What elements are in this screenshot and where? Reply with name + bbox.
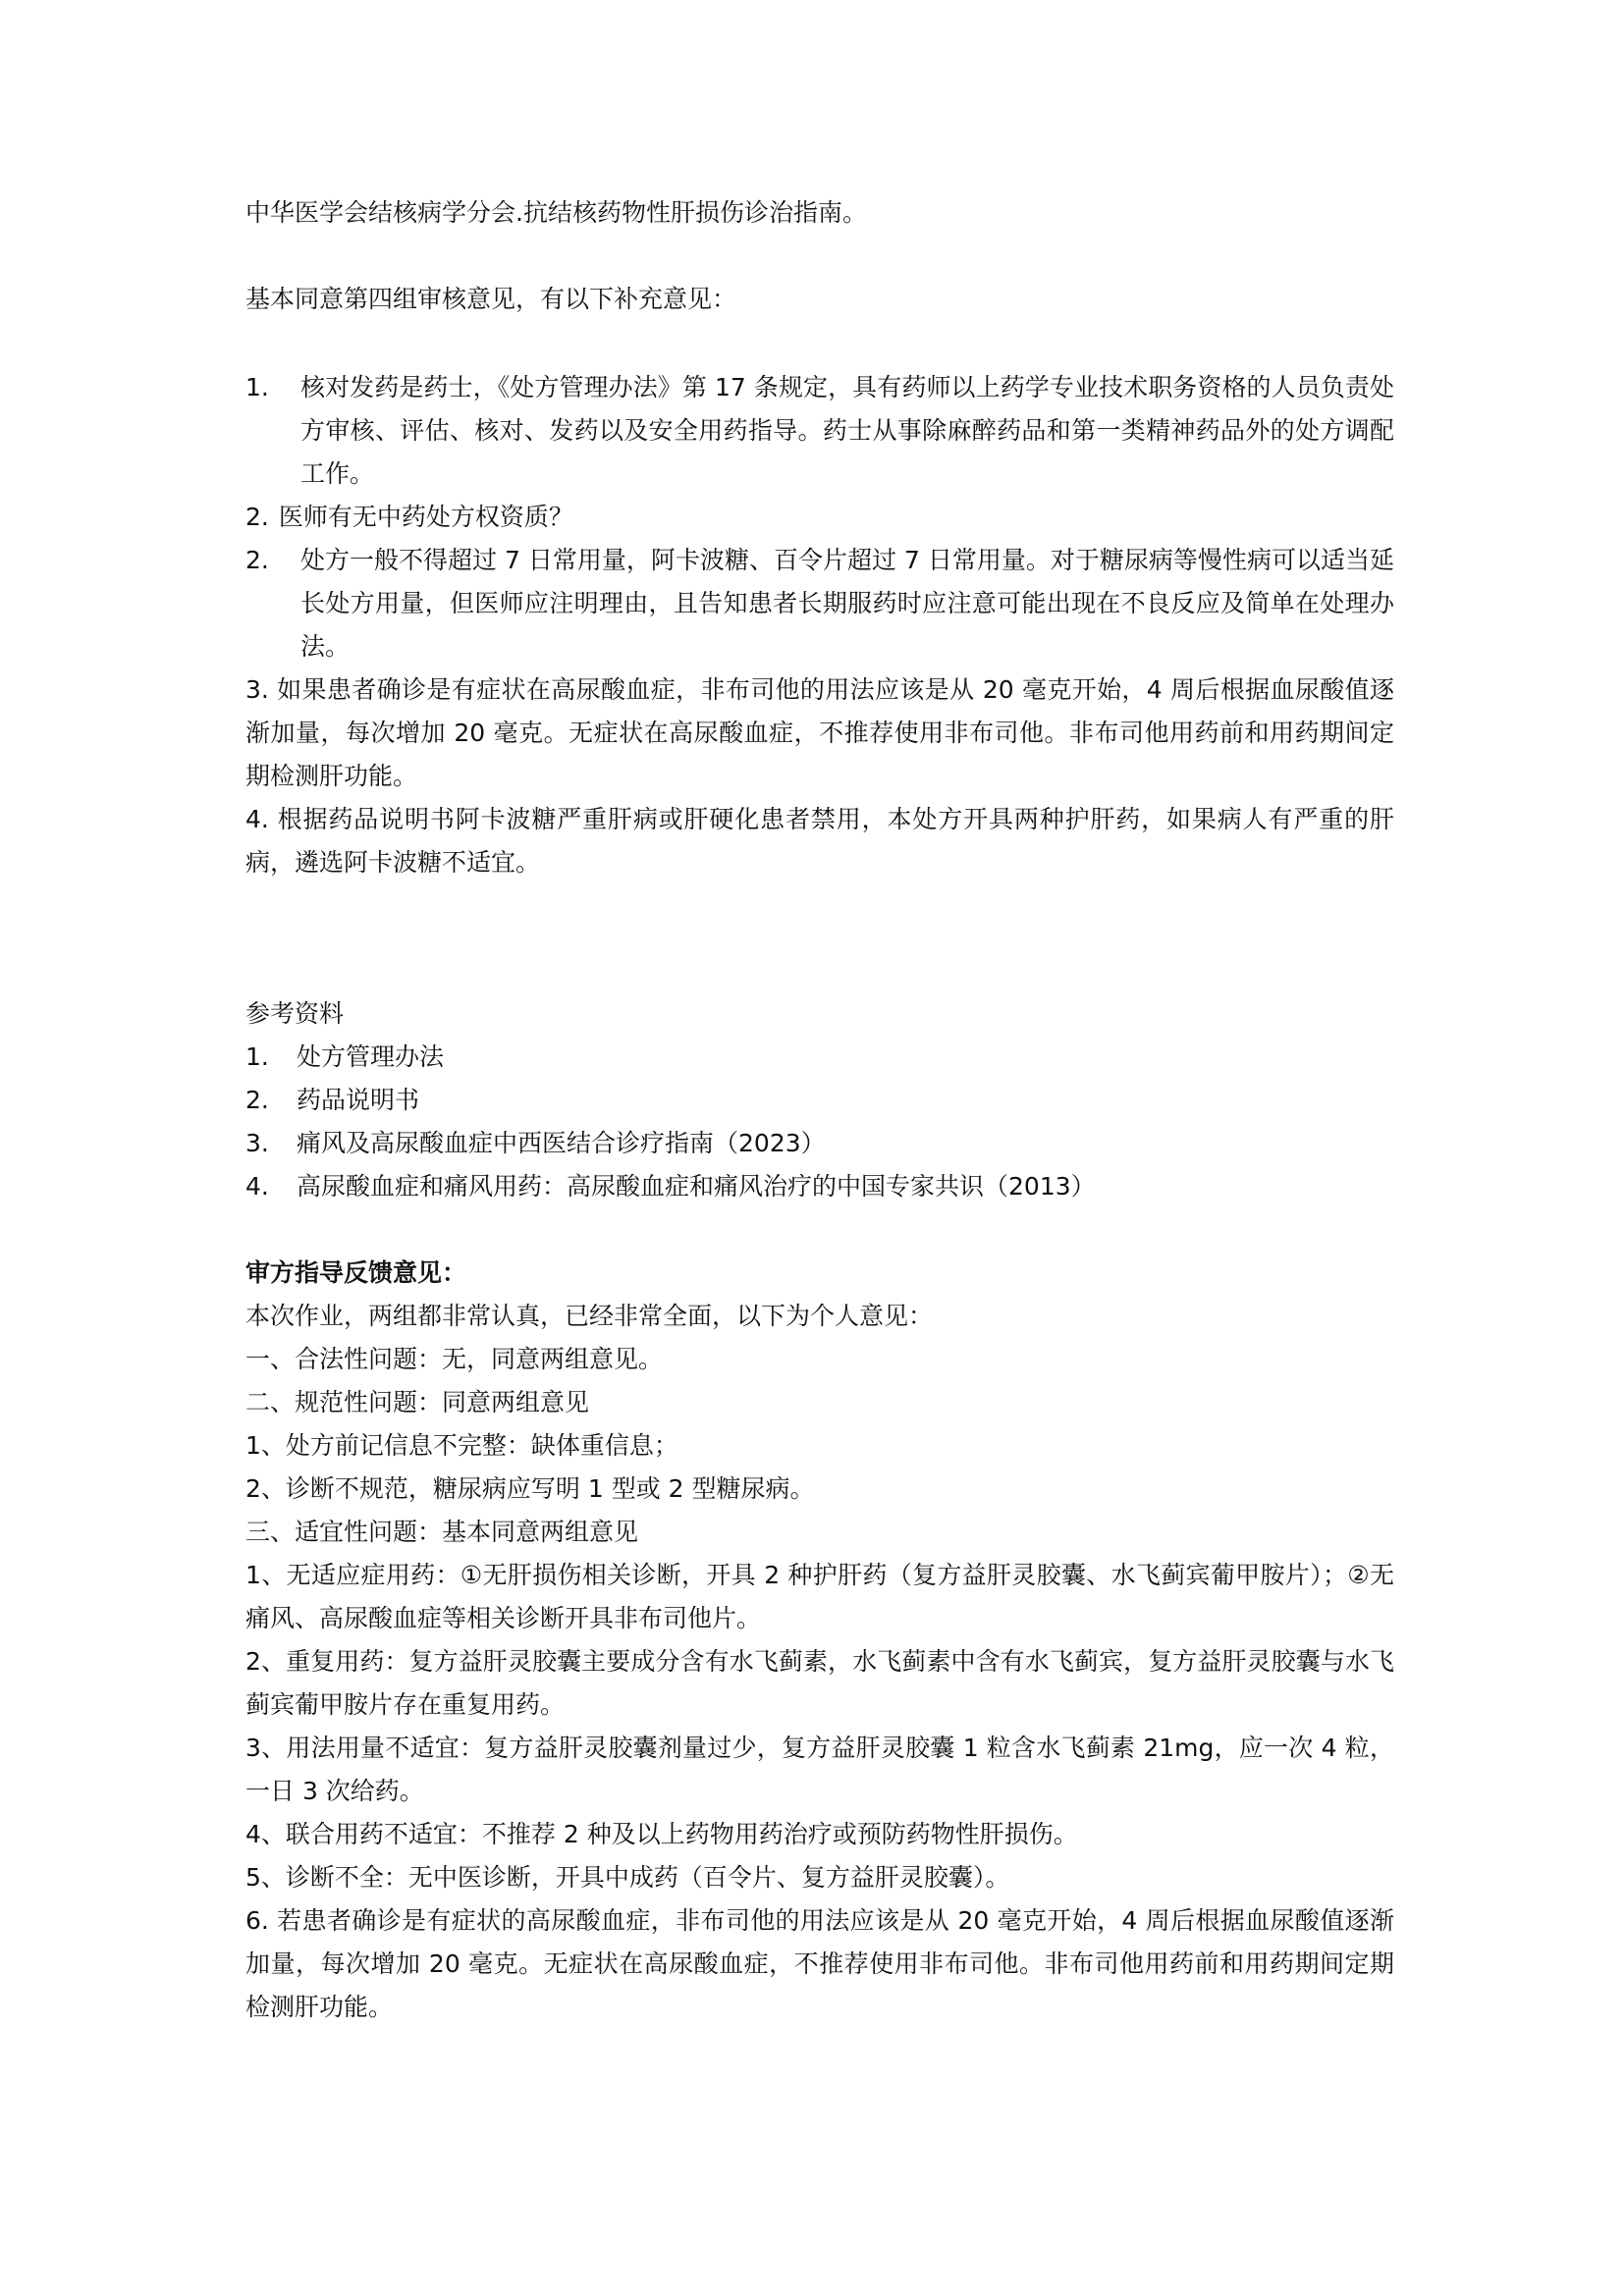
feedback-paragraph: 1、处方前记信息不完整：缺体重信息；: [245, 1431, 678, 1460]
reference-text: 药品说明书: [297, 1086, 420, 1114]
intro-line: 基本同意第四组审核意见，有以下补充意见：: [245, 285, 737, 313]
reference-text: 高尿酸血症和痛风用药：高尿酸血症和痛风治疗的中国专家共识（2013）: [297, 1172, 1096, 1201]
reference-number: 3.: [245, 1129, 269, 1157]
paragraph-item-4: 4. 根据药品说明书阿卡波糖严重肝病或肝硬化患者禁用，本处方开具两种护肝药，如果病人有严重的肝病，遴选阿卡波糖不适宜。: [245, 805, 1394, 877]
item-number: 2.: [245, 546, 269, 574]
reference-text: 痛风及高尿酸血症中西医结合诊疗指南（2023）: [297, 1129, 826, 1157]
feedback-title: 审方指导反馈意见：: [245, 1258, 467, 1287]
reference-number: 2.: [245, 1086, 269, 1114]
item-number: 2.: [245, 503, 269, 531]
numbered-item: [245, 366, 1394, 496]
reference-number: 1.: [245, 1042, 269, 1071]
reference-citation-line: 中华医学会结核病学分会.抗结核药物性肝损伤诊治指南。: [245, 198, 867, 227]
document-body: [245, 191, 1394, 2029]
feedback-paragraph: 2、重复用药：复方益肝灵胶囊主要成分含有水飞蓟素，水飞蓟素中含有水飞蓟宾，复方益肝灵胶囊与水飞蓟宾葡甲胺片存在重复用药。: [245, 1647, 1394, 1719]
feedback-paragraph: 4、联合用药不适宜：不推荐 2 种及以上药物用药治疗或预防药物性肝损伤。: [245, 1820, 1078, 1848]
feedback-paragraph: 5、诊断不全：无中医诊断，开具中成药（百令片、复方益肝灵胶囊）。: [245, 1863, 1010, 1892]
feedback-paragraph: 二、规范性问题：同意两组意见: [245, 1388, 590, 1416]
reference-text: 处方管理办法: [297, 1042, 445, 1071]
reference-item: [245, 1036, 1394, 1079]
item-number: 1.: [245, 373, 269, 401]
paragraph-item-3: 3. 如果患者确诊是有症状在高尿酸血症，非布司他的用法应该是从 20 毫克开始，4 周后根据血尿酸值逐渐加量，每次增加 20 毫克。无症状在高尿酸血症，不推荐使用非布司他。非布司他用药前和用药期间定期检测肝功能。: [245, 675, 1394, 790]
feedback-paragraph: 本次作业，两组都非常认真，已经非常全面，以下为个人意见：: [245, 1302, 934, 1330]
item-text: 核对发药是药士，《处方管理办法》第 17 条规定，具有药师以上药学专业技术职务资格的人员负责处方审核、评估、核对、发药以及安全用药指导。药士从事除麻醉药品和第一类精神药品外的处方调配工作。: [300, 373, 1394, 488]
feedback-paragraph: 一、合法性问题：无，同意两组意见。: [245, 1345, 664, 1373]
feedback-paragraph: 1、无适应症用药：①无肝损伤相关诊断，开具 2 种护肝药（复方益肝灵胶囊、水飞蓟宾葡甲胺片）；②无痛风、高尿酸血症等相关诊断开具非布司他片。: [245, 1561, 1394, 1632]
reference-item: [245, 1079, 1394, 1122]
feedback-paragraph: 2、诊断不规范，糖尿病应写明 1 型或 2 型糖尿病。: [245, 1474, 815, 1503]
numbered-item: [245, 496, 1394, 539]
numbered-item: [245, 539, 1394, 668]
feedback-paragraph: 6. 若患者确诊是有症状的高尿酸血症，非布司他的用法应该是从 20 毫克开始，4 周后根据血尿酸值逐渐加量，每次增加 20 毫克。无症状在高尿酸血症，不推荐使用非布司他。非布司他用药前和用药期间定期检测肝功能。: [245, 1906, 1394, 2021]
item-text: 处方一般不得超过 7 日常用量，阿卡波糖、百令片超过 7 日常用量。对于糖尿病等慢性病可以适当延长处方用量，但医师应注明理由，且告知患者长期服药时应注意可能出现在不良反应及简单在处理办法。: [300, 546, 1394, 661]
feedback-paragraph: 3、用法用量不适宜：复方益肝灵胶囊剂量过少，复方益肝灵胶囊 1 粒含水飞蓟素 21mg，应一次 4 粒，一日 3 次给药。: [245, 1734, 1394, 1805]
reference-item: [245, 1165, 1394, 1208]
reference-number: 4.: [245, 1172, 269, 1201]
item-text: 医师有无中药处方权资质？: [278, 503, 573, 531]
feedback-paragraph: 三、适宜性问题：基本同意两组意见: [245, 1518, 639, 1546]
reference-item: [245, 1122, 1394, 1165]
references-title: 参考资料: [245, 999, 345, 1028]
